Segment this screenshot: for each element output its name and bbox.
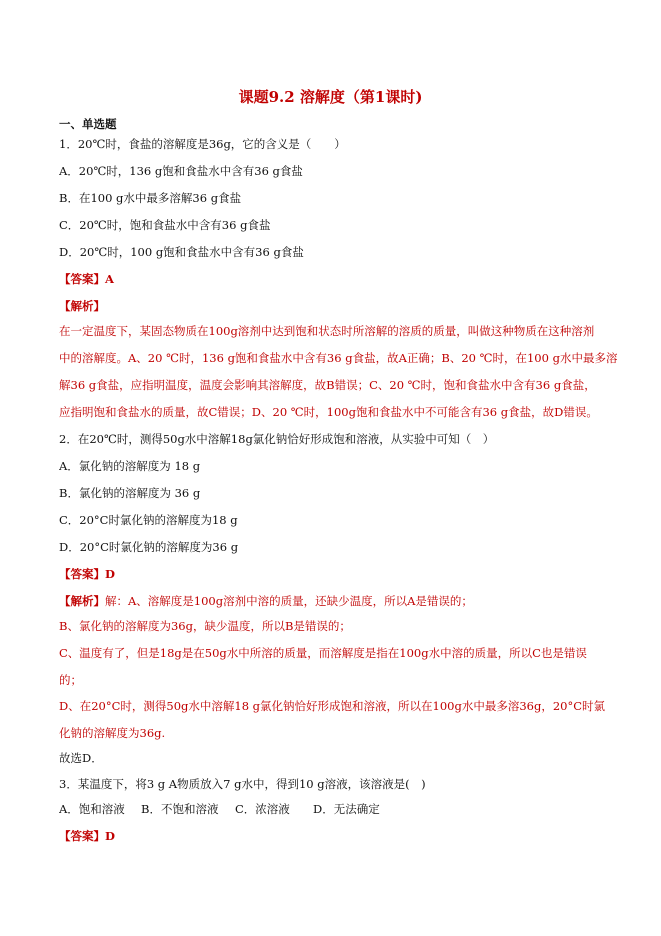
q2-option-c: C．20°C时氯化钠的溶解度为18 g: [59, 513, 238, 527]
section-heading: 一、单选题: [59, 117, 117, 131]
q1-analysis-tag: 【解析】: [59, 299, 105, 313]
q3-option-a: A．饱和溶液: [59, 802, 125, 816]
q1-option-b: B．在100 g水中最多溶解36 g食盐: [59, 191, 242, 205]
q2-analysis-line: B、氯化钠的溶解度为36g，缺少温度，所以B是错误的；: [59, 619, 351, 633]
q1-analysis-line: 应指明饱和食盐水的质量，故C错误；D、20 ℃时，100g饱和食盐水中不可能含有36 g食盐，故D错误。: [59, 405, 598, 419]
q2-analysis-line: 的；: [59, 673, 82, 687]
q3-options: [59, 801, 629, 817]
q3-option-b: B．不饱和溶液: [141, 802, 219, 816]
q2-stem: 2．在20℃时，测得50g水中溶解18g氯化钠恰好形成饱和溶液，从实验中可知（ ）: [59, 432, 495, 446]
q1-analysis-line: 在一定温度下，某固态物质在100g溶剂中达到饱和状态时所溶解的溶质的质量，叫做这种物质在这种溶剂: [59, 324, 595, 338]
q2-analysis-line: 化钠的溶解度为36g.: [59, 726, 166, 740]
q1-option-d: D．20℃时，100 g饱和食盐水中含有36 g食盐: [59, 245, 304, 259]
q2-option-b: B．氯化钠的溶解度为 36 g: [59, 486, 201, 500]
q3-option-d: D．无法确定: [313, 802, 380, 816]
q3-stem: 3．某温度下，将3 g A物质放入7 g水中，得到10 g溶液，该溶液是( ): [59, 777, 426, 791]
q2-analysis-tag: 【解析】: [59, 594, 105, 608]
q1-answer-value: A: [105, 272, 114, 286]
q2-answer: [59, 566, 629, 582]
q3-option-c: C．浓溶液: [235, 802, 290, 816]
q2-option-a: A．氯化钠的溶解度为 18 g: [59, 459, 201, 473]
q1-analysis-line: 中的溶解度。A、20 ℃时，136 g饱和食盐水中含有36 g食盐，故A正确；B、20 ℃时，在100 g水中最多溶: [59, 351, 618, 365]
q1-option-a: A．20℃时，136 g饱和食盐水中含有36 g食盐: [59, 164, 303, 178]
q1-stem: 1．20℃时，食盐的溶解度是36g，它的含义是（ ）: [59, 137, 346, 151]
q1-option-c: C．20℃时，饱和食盐水中含有36 g食盐: [59, 218, 271, 232]
q3-answer-value: D: [105, 829, 115, 843]
q2-analysis-line: D、在20°C时，测得50g水中溶解18 g氯化钠恰好形成饱和溶液，所以在100g水中最多溶36g，20°C时氯: [59, 699, 606, 713]
q2-analysis-text: 解：A、溶解度是100g溶剂中溶的质量，还缺少温度，所以A是错误的；: [105, 594, 473, 608]
q1-answer: [59, 271, 629, 287]
q3-answer: [59, 828, 629, 844]
q2-analysis-first: [59, 593, 629, 609]
q2-analysis-line: C、温度有了，但是18g是在50g水中所溶的质量，而溶解度是指在100g水中溶的质量，所以C也是错误: [59, 646, 587, 660]
q2-answer-value: D: [105, 567, 115, 581]
q1-analysis-line: 解36 g食盐，应指明温度，温度会影响其溶解度，故B错误；C、20 ℃时，饱和食盐水中含有36 g食盐，: [59, 378, 596, 392]
q2-answer-tag: 【答案】: [59, 567, 105, 581]
q1-answer-tag: 【答案】: [59, 272, 105, 286]
q2-option-d: D．20°C时氯化钠的溶解度为36 g: [59, 540, 239, 554]
document-title: 课题9.2 溶解度（第1课时): [238, 88, 423, 106]
q2-conclusion: 故选D．: [59, 751, 103, 765]
q3-answer-tag: 【答案】: [59, 829, 105, 843]
